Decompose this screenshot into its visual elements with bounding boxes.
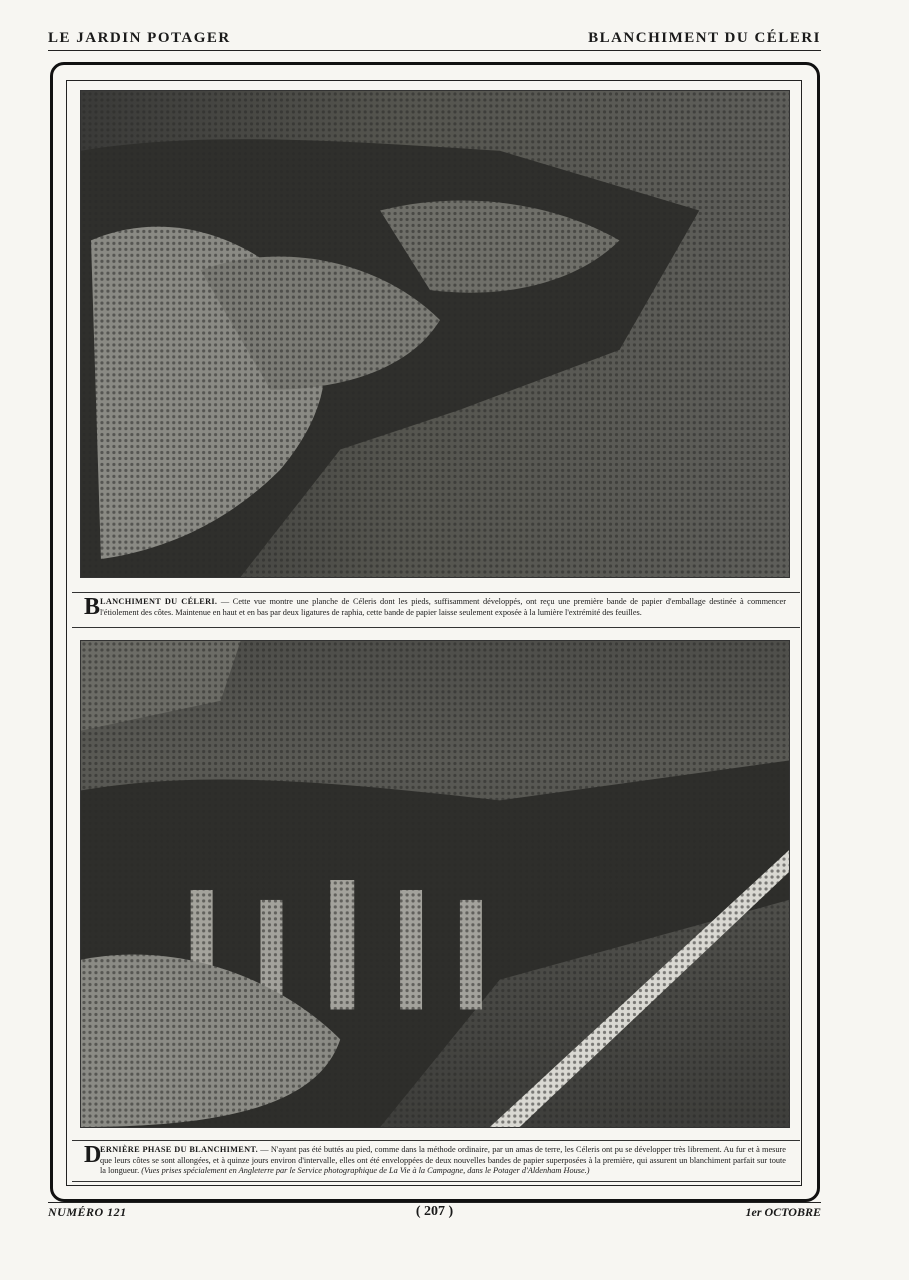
page-header bbox=[48, 28, 821, 51]
photo-celery-rows bbox=[80, 90, 790, 578]
photo-celery-blanching-image bbox=[81, 641, 789, 1127]
caption-heading: ERNIÈRE PHASE DU BLANCHIMENT. bbox=[100, 1145, 259, 1154]
page-number: ( 207 ) bbox=[415, 1204, 454, 1219]
caption-dropcap: D bbox=[84, 1142, 102, 1168]
caption-photo-2 bbox=[72, 1140, 800, 1182]
photo-celery-blanching bbox=[80, 640, 790, 1128]
running-title-left: LE JARDIN POTAGER bbox=[48, 30, 231, 46]
caption-heading: LANCHIMENT DU CÉLERI. bbox=[100, 597, 218, 606]
caption-text: — N'ayant pas été buttés au pied, comme dans la méthode ordinaire, par un amas de terre, les Céleris ont pu se développer très librement. Au fur et à mesure que leurs côtes se sont allongées, et à quinze jours environ d'intervalle, elles ont été enveloppées de deux nouvelles bandes de papier superposées à la première, qui assurent un blanchiment parfait sur toute la longueur. bbox=[100, 1145, 786, 1175]
caption-photo-1 bbox=[72, 592, 800, 628]
caption-text: — Cette vue montre une planche de Céleris dont les pieds, suffisamment développés, ont reçu une première bande de papier d'emballage destinée à commencer l'étiolement des côtes. Maintenue en haut et en bas par deux ligatures de raphia, cette bande de papier laisse seulement exposée à la lumière l'extrémité des feuilles. bbox=[100, 597, 786, 617]
issue-number: NUMÉRO 121 bbox=[48, 1205, 127, 1219]
page-footer bbox=[48, 1202, 821, 1223]
caption-dropcap: B bbox=[84, 594, 101, 620]
photo-credit: (Vues prises spécialement en Angleterre par le Service photographique de La Vie à la Campagne, dans le Potager d'Aldenham House.) bbox=[141, 1166, 590, 1175]
photo-celery-rows-image bbox=[81, 91, 789, 577]
running-title-right: BLANCHIMENT DU CÉLERI bbox=[588, 30, 821, 46]
issue-date: 1er OCTOBRE bbox=[745, 1205, 821, 1219]
